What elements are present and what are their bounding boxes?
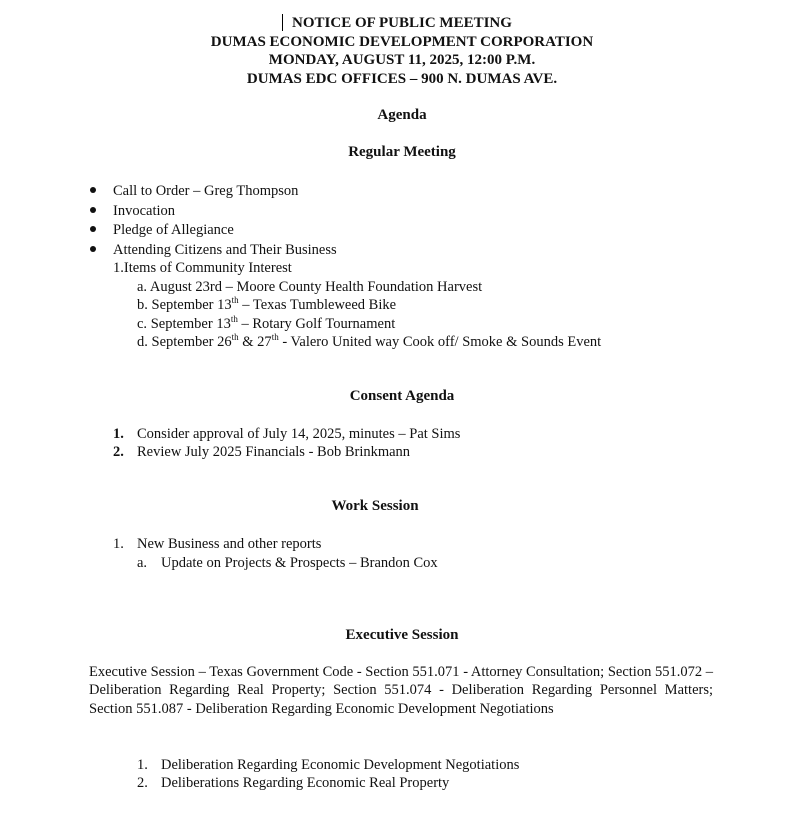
event-item — [137, 296, 396, 314]
list-number: 2. — [113, 444, 124, 460]
event-marker: d. — [137, 334, 148, 350]
list-number: 1. — [113, 536, 124, 552]
event-text: – Rotary Golf Tournament — [237, 316, 396, 332]
bullet-marker — [90, 207, 96, 213]
ordinal-suffix: th — [231, 295, 239, 306]
event-marker: a. — [137, 279, 148, 295]
consent-item-minutes: Consider approval of July 14, 2025, minutes – Pat Sims — [137, 426, 461, 442]
event-text: August 23rd – Moore County Health Foundation Harvest — [149, 279, 483, 295]
bullet-marker — [90, 226, 96, 232]
regular-meeting-heading: Regular Meeting — [348, 144, 456, 160]
work-session-subitem: Update on Projects & Prospects – Brandon Cox — [161, 555, 438, 571]
work-session-item: New Business and other reports — [137, 536, 322, 552]
bullet-marker — [90, 187, 96, 193]
agenda-item-pledge: Pledge of Allegiance — [113, 222, 234, 238]
executive-session-heading: Executive Session — [345, 627, 459, 643]
event-marker: c. — [137, 316, 148, 332]
event-text: September 13 — [150, 316, 231, 332]
event-text: – Texas Tumbleweed Bike — [238, 297, 397, 313]
list-marker: a. — [137, 555, 148, 571]
agenda-item-call-to-order: Call to Order – Greg Thompson — [113, 183, 299, 199]
consent-item-financials: Review July 2025 Financials - Bob Brinkmann — [137, 444, 411, 460]
event-text: - Valero United way Cook off/ Smoke & Sounds Event — [278, 334, 602, 350]
community-interest-heading: 1.Items of Community Interest — [113, 260, 292, 276]
agenda-heading: Agenda — [377, 107, 427, 123]
meeting-datetime: MONDAY, AUGUST 11, 2025, 12:00 P.M. — [268, 52, 536, 68]
event-marker: b. — [137, 297, 148, 313]
event-item — [137, 278, 482, 296]
organization-name: DUMAS ECONOMIC DEVELOPMENT CORPORATION — [210, 34, 594, 50]
list-number: 1. — [137, 757, 148, 773]
bullet-marker — [90, 246, 96, 252]
event-text: September 13 — [151, 297, 232, 313]
notice-title: NOTICE OF PUBLIC MEETING — [292, 15, 512, 31]
list-number: 1. — [113, 426, 124, 442]
ordinal-suffix: th — [231, 332, 239, 343]
event-item — [137, 315, 395, 333]
agenda-item-invocation: Invocation — [113, 203, 176, 219]
executive-session-paragraph: Executive Session – Texas Government Code - Section 551.071 - Attorney Consultation; Section 551.072 – Deliberation Regarding Real Property; Section 551.074 - Deliberation Regarding Personnel Matters; Section 551.087 - Deliberation Regarding Economic Development Negotiations — [89, 664, 713, 717]
executive-item-negotiations: Deliberation Regarding Economic Development Negotiations — [161, 757, 520, 773]
ordinal-suffix: th — [230, 314, 238, 325]
event-text: & 27 — [238, 334, 272, 350]
event-item — [137, 333, 601, 351]
ordinal-suffix: th — [271, 332, 279, 343]
executive-item-real-property: Deliberations Regarding Economic Real Property — [161, 775, 450, 791]
meeting-location: DUMAS EDC OFFICES – 900 N. DUMAS AVE. — [246, 71, 558, 87]
agenda-item-citizens: Attending Citizens and Their Business — [113, 242, 337, 258]
event-text: September 26 — [151, 334, 232, 350]
consent-agenda-heading: Consent Agenda — [349, 388, 455, 404]
list-number: 2. — [137, 775, 148, 791]
work-session-heading: Work Session — [331, 498, 419, 514]
